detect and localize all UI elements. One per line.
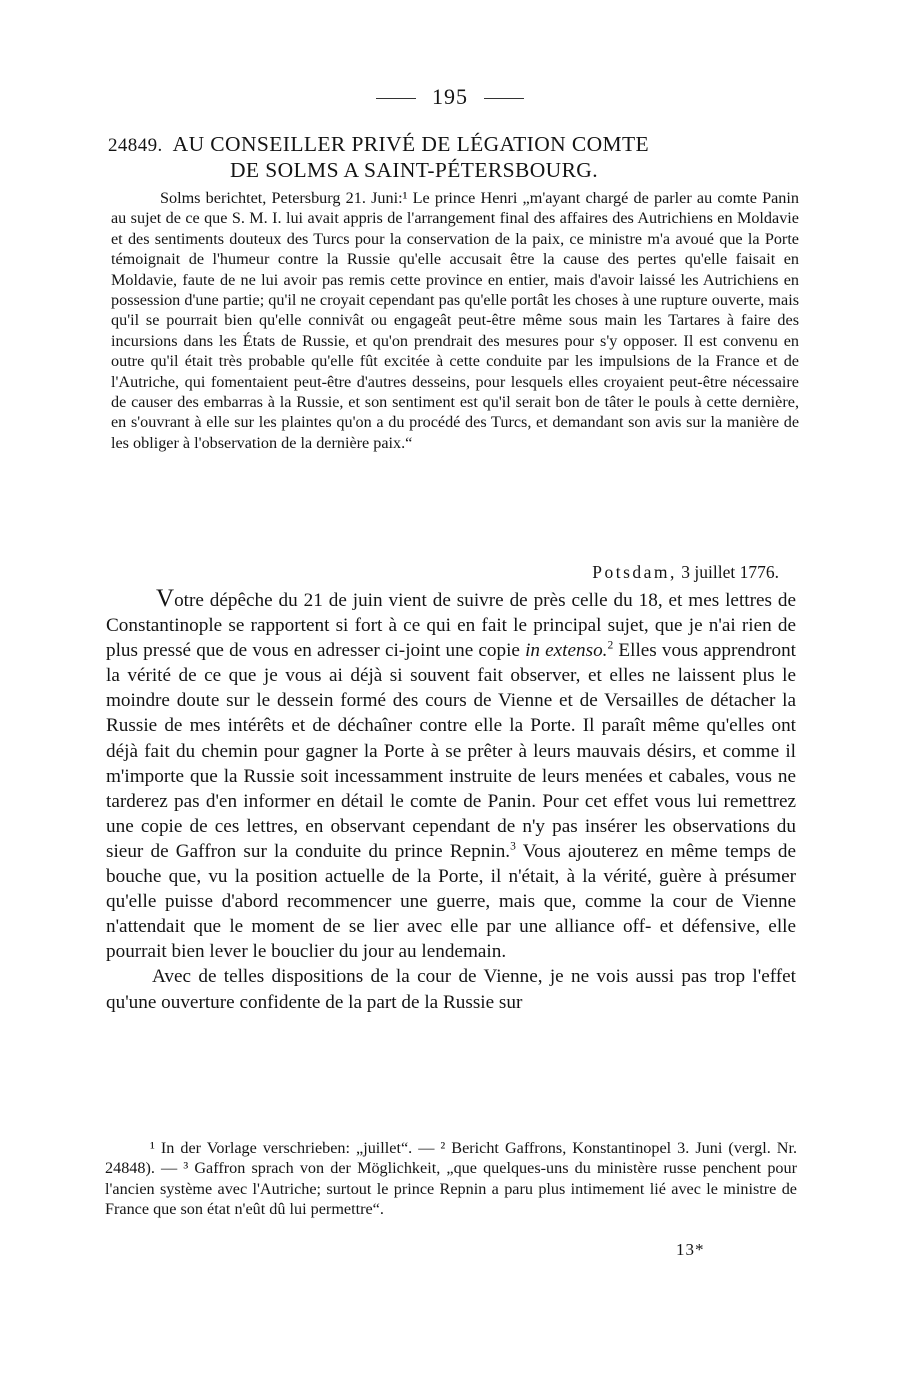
letter-text-a: otre dépêche du 21 de juin vient de suivre de près celle du 18, et mes lettres de Constantinople se rapportent si fort à ce qui en fait le principal sujet, que je n'ai rien de plus pressé que de vous en adresser ci-joint une copie xyxy=(106,590,796,662)
dateline-date: 3 juillet 1776. xyxy=(681,562,779,582)
dateline xyxy=(592,562,779,583)
footnote-ref-2: 2 xyxy=(607,639,614,652)
page-header xyxy=(0,84,900,110)
report-summary: Solms berichtet, Petersburg 21. Juni:¹ Le prince Henri „m'ayant chargé de parler au comte Panin au sujet de ce que S. M. I. lui avait appris de l'arrangement final des affaires des Autrichiens en Moldavie et des sentiments douteux des Turcs pour la conservation de la paix, ce ministre m'a avoué que la Porte témoignait de l'humeur contre la Russie qu'elle accusait être la cause des pertes qu'elle faisait en Moldavie, faute de ne lui avoir pas remis cette province en entier, mais d'avoir laissé les Autrichiens en possession d'une partie; qu'il ne croyait cependant pas qu'elle portât les choses à une rupture ouverte, mais qu'il se pourrait bien qu'elle connivât ou engageât peut-être même sous main les Tartares à faire des incursions dans les États de Russie, et qu'on prendrait des mesures pour s'y opposer. Il est convenu en outre qu'il était très probable qu'elle fût excitée à cette conduite par les impulsions de la France et de l'Autriche, qui fomentaient peut-être d'autres desseins, pour lesquels elles croyaient peut-être nécessaire de causer des embarras à la Russie, et son sentiment est qu'il serait bon de tâter le pouls à cette dernière, en s'ouvrant à elle sur les plaintes qu'on a du procédé des Turcs, et demandant son avis sur la manière de les obliger à l'observation de la dernière paix.“ xyxy=(111,189,799,452)
header-rule-right xyxy=(484,98,524,99)
letter-paragraph-1 xyxy=(106,586,796,964)
footnotes: ¹ In der Vorlage verschrieben: „juillet“. — ² Bericht Gaffrons, Konstantinopel 3. Juni (vergl. Nr. 24848). — ³ Gaffron sprach von der Möglichkeit, „que quelques-uns du ministère russe penchent pour l'ancien système avec l'Autriche; surtout le prince Repnin a paru plus intimement lié avec le ministre de France que son état n'eût dû lui permettre“. xyxy=(105,1139,797,1219)
header-rule-left xyxy=(376,98,416,99)
heading-title-line1: AU CONSEILLER PRIVÉ DE LÉGATION COMTE xyxy=(172,132,650,156)
document-heading xyxy=(108,132,798,183)
footnote-ref-3: 3 xyxy=(510,840,516,853)
letter-text-c: Vous ajouterez en même temps de bouche que, vu la position actuelle de la Porte, il n'était, à la vérité, guère à présumer qu'elle puisse d'abord recommencer une guerre, mais que, comme la cour de Vienne n'attendait que le moment de se lier avec elle par une alliance off- et défensive, elle pourrait bien lever le bouclier du jour au lendemain. xyxy=(106,840,796,963)
page-number: 195 xyxy=(432,84,468,109)
italic-phrase: in extenso. xyxy=(525,640,608,662)
heading-title-line2: DE SOLMS A SAINT-PÉTERSBOURG. xyxy=(230,158,599,182)
letter-text-b: Elles vous apprendront la vérité de ce que je vous ai déjà si souvent fait observer, et elles ne laissent plus le moindre doute sur le dessein formé des cours de Vienne et de Versailles de détacher la Russie de mes intérêts et de déchaîner contre elle la Porte. Il paraît même qu'elles ont déjà fait du chemin pour gagner la Porte à se prêter à leurs mauvais désirs, et comme il m'importe que la Russie soit incessamment instruite de leurs menées et cabales, vous ne tarderez pas d'en informer en détail le comte de Panin. Pour cet effet vous lui remettrez une copie de ces lettres, en observant cependant de n'y pas insérer les observations du sieur de Gaffron sur la conduite du prince Repnin. xyxy=(106,640,796,862)
letter-body xyxy=(106,586,796,1015)
signature-mark: 13* xyxy=(676,1240,705,1259)
letter-paragraph-2: Avec de telles dispositions de la cour de Vienne, je ne vois aussi pas trop l'effet qu'une ouverture confidente de la part de la Russie sur xyxy=(106,966,796,1013)
document-number: 24849. xyxy=(108,135,163,156)
dateline-place: Potsdam, xyxy=(592,562,677,582)
drop-cap: V xyxy=(156,585,175,612)
